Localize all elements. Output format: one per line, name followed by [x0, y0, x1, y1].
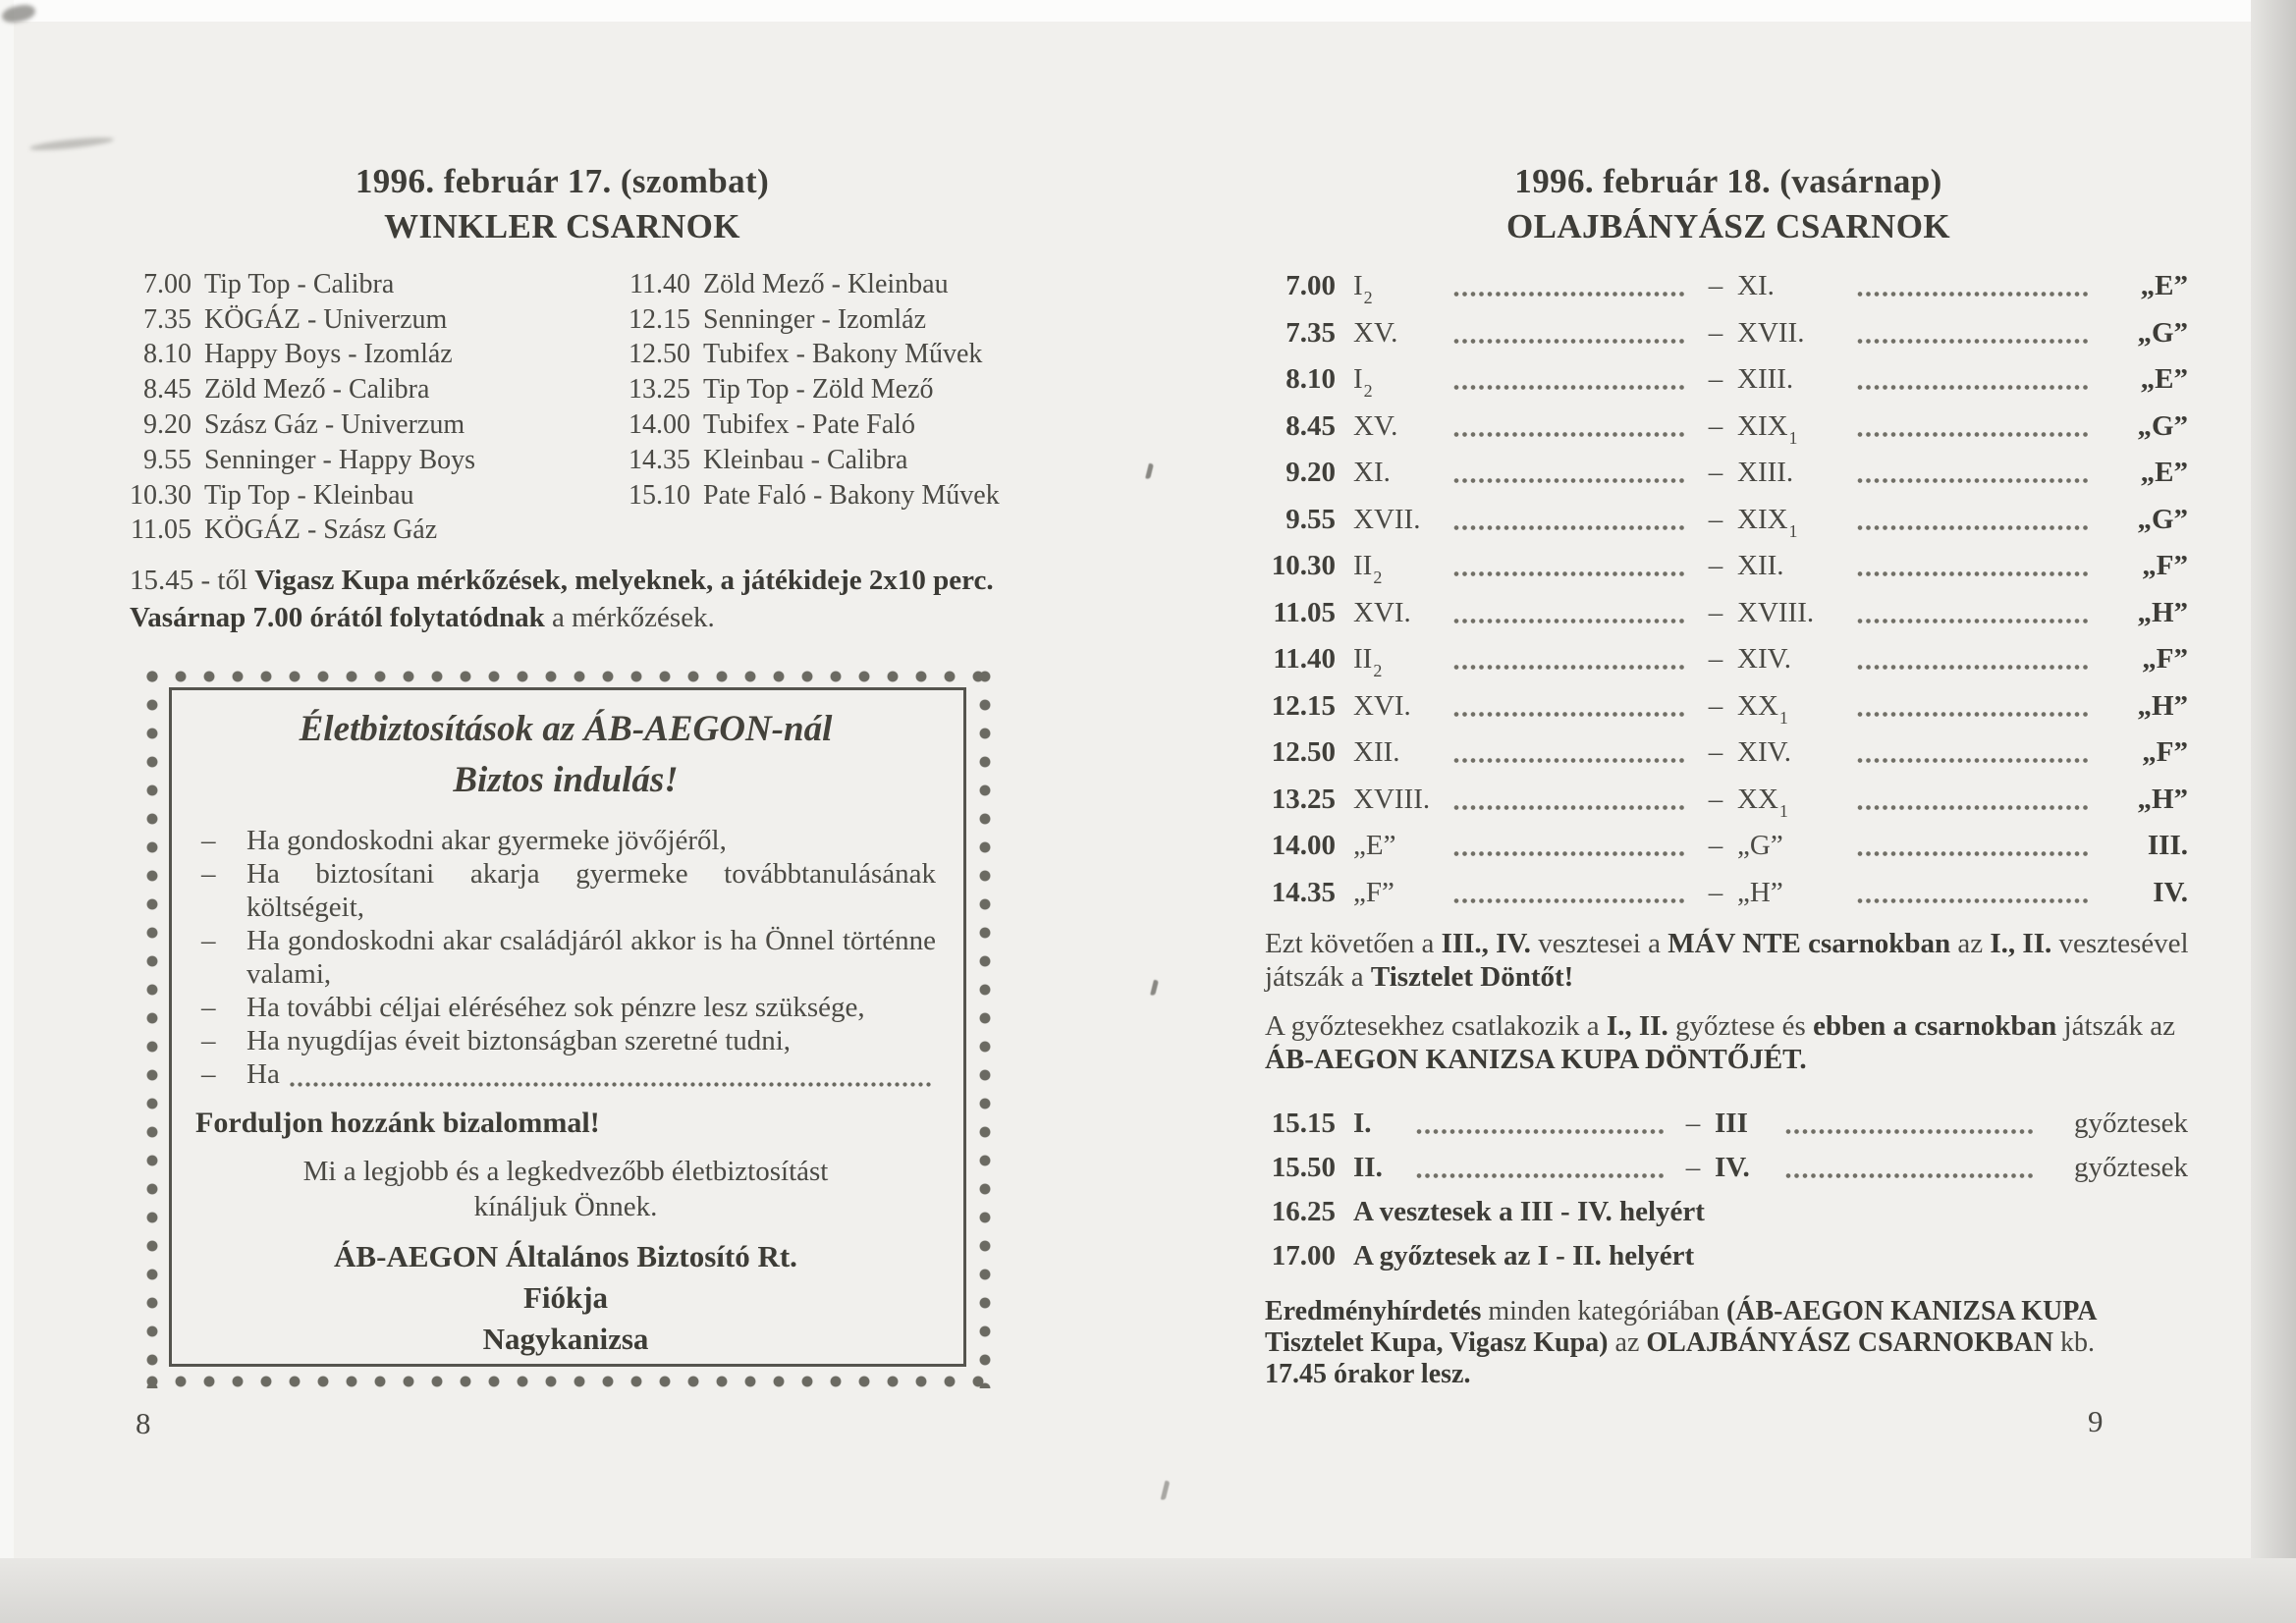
- match-time: 8.45: [1285, 409, 1336, 442]
- ad-border-dots-bottom: [145, 1375, 992, 1388]
- note-segment: 15.45 - től: [130, 565, 255, 596]
- match-time: 12.50: [1271, 736, 1336, 769]
- right-page-number: 9: [2088, 1404, 2104, 1438]
- ad-bullet-item: [195, 991, 936, 1024]
- court-code: „E”: [2140, 457, 2188, 489]
- dotted-leader: [1453, 804, 1686, 811]
- match-row: [123, 407, 619, 443]
- dotted-leader: [1857, 850, 2090, 857]
- court-code: „E”: [2140, 363, 2188, 396]
- final-qualifier: győztesek: [2074, 1108, 2188, 1139]
- versus-dash: –: [1685, 1152, 1701, 1183]
- match-time: 8.10: [1285, 363, 1336, 396]
- scan-edge-left: [0, 0, 14, 1623]
- match-time: 7.00: [1285, 270, 1336, 302]
- ad-inner-frame: [169, 687, 966, 1367]
- match-time: 11.40: [629, 268, 690, 299]
- home-team: XVI.: [1353, 596, 1411, 628]
- right-page-title-date: 1996. február 18. (vasárnap): [1514, 162, 1942, 200]
- match-time: 12.15: [629, 303, 690, 335]
- away-team: XIII.: [1737, 363, 1794, 396]
- scan-gutter-artifact: [1150, 980, 1159, 997]
- dotted-leader: [1785, 1128, 2033, 1135]
- match-time: 12.50: [629, 339, 690, 370]
- match-row: [622, 302, 1142, 338]
- match-time: 14.35: [629, 444, 690, 475]
- bullet-dash-marker: –: [201, 925, 216, 956]
- dotted-leader: [1453, 524, 1686, 531]
- court-code: „F”: [2142, 643, 2188, 676]
- note-segment: Vigasz Kupa mérkőzések, melyeknek, a játékideje 2x10 perc.: [254, 565, 994, 596]
- court-code: „H”: [2137, 689, 2188, 722]
- bullet-dash-marker: –: [201, 1025, 216, 1056]
- final-time: 16.25: [1271, 1196, 1336, 1227]
- ad-bullet-item: [195, 824, 936, 857]
- versus-dash: –: [1708, 363, 1723, 396]
- match-time: 8.45: [143, 374, 191, 406]
- court-code: „H”: [2137, 596, 2188, 628]
- right-page-title-venue: OLAJBÁNYÁSZ CSARNOK: [1506, 207, 1950, 245]
- dotted-leader: [1857, 338, 2090, 345]
- away-team: XIII.: [1737, 457, 1794, 489]
- home-team: XVI.: [1353, 689, 1411, 722]
- match-teams: Tip Top - Calibra: [204, 268, 395, 299]
- versus-dash: –: [1708, 643, 1723, 676]
- match-time: 9.20: [143, 409, 191, 441]
- para1-segment: Ezt követően a: [1265, 928, 1442, 959]
- bullet-dash-marker: –: [201, 825, 216, 856]
- away-team: „G”: [1737, 830, 1783, 862]
- dotted-leader: [1453, 477, 1686, 484]
- match-time: 12.15: [1271, 689, 1336, 722]
- versus-dash: –: [1708, 316, 1723, 349]
- away-team: XVIII.: [1737, 596, 1815, 628]
- scan-edge-right: [2251, 0, 2296, 1623]
- ad-bullet-item-blank: [195, 1057, 936, 1091]
- away-team: XI.: [1737, 270, 1775, 302]
- para3-segment: az: [1608, 1327, 1647, 1358]
- match-time: 7.35: [143, 303, 191, 335]
- dotted-leader: [1857, 384, 2090, 391]
- dotted-leader: [1453, 850, 1686, 857]
- court-code: „G”: [2137, 409, 2188, 442]
- para1-segment: I., II.: [1990, 928, 2052, 959]
- match-row: [123, 267, 619, 302]
- bullet-text: Ha további céljai eléréséhez sok pénzre lesz szüksége,: [246, 992, 865, 1023]
- para2-segment: ÁB-AEGON KANIZSA KUPA DÖNTŐJÉT.: [1265, 1044, 1807, 1075]
- match-time: 11.05: [131, 514, 191, 546]
- right-page-title: [1394, 159, 2062, 249]
- match-row: [622, 372, 1142, 407]
- versus-dash: –: [1708, 736, 1723, 769]
- dotted-leader: [1857, 291, 2090, 298]
- para2-segment: játszák az: [2056, 1010, 2176, 1042]
- home-team: „E”: [1353, 830, 1396, 862]
- match-row: [1265, 263, 2188, 310]
- versus-dash: –: [1708, 409, 1723, 442]
- ad-cta: Forduljon hozzánk bizalommal!: [195, 1107, 600, 1139]
- match-time: 15.10: [629, 479, 690, 511]
- away-team: XII.: [1737, 550, 1784, 582]
- final-row: [1265, 1190, 2188, 1234]
- scan-gutter-artifact: [1161, 1481, 1171, 1501]
- scan-smudge-artifact: [29, 135, 114, 153]
- ad-bullet-item: [195, 924, 936, 991]
- dotted-leader: [1453, 664, 1686, 671]
- home-team: $I_2$: [1353, 270, 1373, 308]
- match-row: [1265, 404, 2188, 451]
- final-home-team: II.: [1353, 1152, 1383, 1183]
- versus-dash: –: [1708, 270, 1723, 302]
- match-row: [622, 338, 1142, 373]
- ad-pitch-line2: kínáljuk Önnek.: [473, 1191, 658, 1222]
- ad-border-dots-left: [145, 670, 159, 1388]
- match-row: [123, 372, 619, 407]
- away-team: XIV.: [1737, 736, 1792, 769]
- court-code: „H”: [2137, 783, 2188, 815]
- ad-border-dots-right: [978, 670, 992, 1388]
- para1-segment: az: [1950, 928, 1991, 959]
- dotted-leader: [1857, 618, 2090, 624]
- match-teams: Zöld Mező - Kleinbau: [703, 268, 949, 299]
- final-qualifier: győztesek: [2074, 1152, 2188, 1183]
- match-time: 13.25: [629, 374, 690, 406]
- bullet-dash-marker: –: [201, 1058, 216, 1090]
- match-teams: KÖGÁZ - Szász Gáz: [204, 514, 438, 546]
- ad-bullet-item: [195, 1024, 936, 1057]
- para1-segment: III., IV.: [1441, 928, 1531, 959]
- match-row: [1265, 730, 2188, 777]
- para3-segment: 17.45 órakor lesz.: [1265, 1359, 1471, 1389]
- final-home-team: I.: [1353, 1108, 1372, 1139]
- match-row: [1265, 497, 2188, 544]
- dotted-leader: [1416, 1172, 1664, 1179]
- para2-segment: I., II.: [1606, 1010, 1668, 1042]
- match-row: [1265, 543, 2188, 590]
- bullet-dash-marker: –: [201, 992, 216, 1023]
- dotted-leader: [1857, 897, 2090, 904]
- away-team-subscript: 1: [1778, 707, 1788, 728]
- away-team: $XX_1$: [1737, 689, 1788, 728]
- match-row: [123, 302, 619, 338]
- home-team: $II_2$: [1353, 643, 1383, 681]
- match-time: 9.20: [1285, 457, 1336, 489]
- home-team: XV.: [1353, 316, 1398, 349]
- court-code: III.: [2147, 830, 2188, 862]
- away-team-subscript: 1: [1778, 800, 1788, 821]
- insurance-ad-box: [145, 670, 992, 1388]
- dotted-leader: [1857, 664, 2090, 671]
- ad-company-name: ÁB-AEGON Általános Biztosító Rt.: [334, 1239, 797, 1273]
- scan-gutter-artifact: [1145, 463, 1154, 480]
- para3-segment: (ÁB-AEGON KANIZSA KUPA Tisztelet Kupa, Vigasz Kupa): [1265, 1296, 2096, 1358]
- match-time: 14.00: [1271, 830, 1336, 862]
- match-time: 13.25: [1271, 783, 1336, 815]
- home-team-subscript: 2: [1373, 661, 1383, 681]
- consolation-cup-note: [130, 562, 1074, 636]
- home-team: $I_2$: [1353, 363, 1373, 402]
- note-segment: a mérkőzések.: [544, 602, 715, 633]
- para1-segment: MÁV NTE csarnokban: [1667, 928, 1951, 959]
- home-team: XV.: [1353, 409, 1398, 442]
- away-team: $XX_1$: [1737, 783, 1788, 821]
- dotted-leader: [1785, 1172, 2033, 1179]
- match-row: [123, 514, 619, 549]
- versus-dash: –: [1708, 830, 1723, 862]
- dotted-leader: [1857, 477, 2090, 484]
- match-row: [1265, 777, 2188, 824]
- dotted-leader: [1453, 338, 1686, 345]
- match-time: 7.00: [143, 268, 191, 299]
- left-page-title-venue: WINKLER CSARNOK: [384, 207, 740, 245]
- match-time: 10.30: [1271, 550, 1336, 582]
- match-time: 11.40: [1273, 643, 1336, 676]
- versus-dash: –: [1685, 1108, 1701, 1139]
- dotted-leader: [1453, 384, 1686, 391]
- ad-title: Életbiztosítások az ÁB-AEGON-nál: [299, 709, 833, 749]
- dotted-leader: [1857, 431, 2090, 438]
- final-row: [1265, 1102, 2188, 1146]
- match-teams: Senninger - Happy Boys: [204, 444, 476, 475]
- match-row: [1265, 450, 2188, 497]
- para3-segment: minden kategóriában: [1481, 1296, 1726, 1326]
- match-time: 8.10: [143, 339, 191, 370]
- away-team: XVII.: [1737, 316, 1805, 349]
- right-match-table: [1265, 263, 2188, 916]
- ad-bullet-list: [195, 824, 936, 1091]
- match-row: [123, 478, 619, 514]
- court-code: „F”: [2142, 736, 2188, 769]
- away-team-subscript: 1: [1788, 520, 1798, 541]
- match-teams: Tubifex - Bakony Művek: [703, 339, 983, 370]
- final-away-team: III: [1715, 1108, 1748, 1139]
- match-row: [622, 267, 1142, 302]
- match-time: 14.35: [1271, 876, 1336, 908]
- home-team: XI.: [1353, 457, 1391, 489]
- ad-border-dots-top: [145, 670, 992, 683]
- dotted-leader: [1453, 757, 1686, 764]
- match-teams: Happy Boys - Izomláz: [204, 339, 453, 370]
- left-page-title-date: 1996. február 17. (szombat): [355, 162, 770, 200]
- dotted-leader: [1857, 804, 2090, 811]
- bullet-text: Ha biztosítani akarja gyermeke továbbtanulásának költségeit,: [246, 858, 936, 923]
- court-code: „E”: [2140, 270, 2188, 302]
- final-row: [1265, 1234, 2188, 1278]
- left-page-title: [226, 159, 899, 249]
- away-team-subscript: 1: [1788, 427, 1798, 448]
- versus-dash: –: [1708, 503, 1723, 535]
- consolation-final-note: [1265, 927, 2194, 994]
- dotted-leader: [1416, 1128, 1664, 1135]
- note-segment: Vasárnap 7.00 órától folytatódnak: [130, 602, 545, 633]
- match-teams: KÖGÁZ - Univerzum: [204, 303, 448, 335]
- home-team: XII.: [1353, 736, 1400, 769]
- match-row: [1265, 823, 2188, 870]
- results-announcement-note: [1265, 1296, 2153, 1390]
- home-team: $II_2$: [1353, 550, 1383, 588]
- match-time: 14.00: [629, 409, 690, 441]
- match-teams: Zöld Mező - Calibra: [204, 374, 430, 406]
- home-team-subscript: 2: [1373, 568, 1383, 588]
- match-teams: Kleinbau - Calibra: [703, 444, 908, 475]
- match-time: 10.30: [130, 479, 191, 511]
- ad-subtitle: Biztos indulás!: [453, 760, 679, 800]
- match-row: [1265, 310, 2188, 357]
- scan-edge-bottom: [0, 1558, 2296, 1623]
- match-teams: Tip Top - Kleinbau: [204, 479, 414, 511]
- final-time: 17.00: [1271, 1240, 1336, 1271]
- match-time: 9.55: [143, 444, 191, 475]
- ad-company-branch: Fiókja: [522, 1280, 609, 1315]
- final-description: A vesztesek a III - IV. helyért: [1353, 1196, 1705, 1227]
- away-team: $XIX_1$: [1737, 409, 1798, 448]
- home-team-subscript: 2: [1363, 288, 1373, 308]
- left-schedule-column-2: [622, 267, 1142, 514]
- match-row: [1265, 636, 2188, 683]
- match-row: [1265, 870, 2188, 917]
- versus-dash: –: [1708, 876, 1723, 908]
- para1-segment: vesztesei a: [1530, 928, 1668, 959]
- final-time: 15.15: [1271, 1108, 1336, 1139]
- dotted-leader: [1453, 291, 1686, 298]
- final-away-team: IV.: [1715, 1152, 1750, 1183]
- para2-segment: A győztesekhez csatlakozik a: [1265, 1010, 1607, 1042]
- court-code: „G”: [2137, 316, 2188, 349]
- bullet-text: Ha gondoskodni akar családjáról akkor is ha Önnel történne valami,: [246, 925, 936, 990]
- para1-segment: Tisztelet Döntőt!: [1370, 961, 1574, 993]
- away-team: $XIX_1$: [1737, 503, 1798, 541]
- cup-final-note: [1265, 1009, 2194, 1076]
- dotted-leader: [1857, 524, 2090, 531]
- match-row: [622, 443, 1142, 478]
- match-row: [622, 407, 1142, 443]
- final-description: A győztesek az I - II. helyért: [1353, 1240, 1695, 1271]
- ad-company-block: [195, 1236, 936, 1360]
- ad-company-city: Nagykanizsa: [482, 1322, 649, 1356]
- para3-segment: OLAJBÁNYÁSZ CSARNOKBAN: [1646, 1327, 2053, 1358]
- match-row: [1265, 590, 2188, 637]
- match-teams: Pate Faló - Bakony Művek: [703, 479, 1000, 511]
- para1-segment: vesztesével játszák a: [1265, 928, 2189, 993]
- dotted-leader: [1453, 570, 1686, 577]
- ad-bullet-item: [195, 857, 936, 924]
- final-row: [1265, 1146, 2188, 1190]
- versus-dash: –: [1708, 457, 1723, 489]
- match-row: [622, 478, 1142, 514]
- court-code: „F”: [2142, 550, 2188, 582]
- left-page-number: 8: [136, 1406, 151, 1440]
- match-teams: Senninger - Izomláz: [703, 303, 927, 335]
- dotted-leader: [1857, 570, 2090, 577]
- bullet-dash-marker: –: [201, 858, 216, 890]
- match-time: 9.55: [1285, 503, 1336, 535]
- versus-dash: –: [1708, 596, 1723, 628]
- ad-pitch-line1: Mi a legjobb és a legkedvezőbb életbiztosítást: [302, 1156, 829, 1187]
- match-row: [1265, 683, 2188, 730]
- para2-segment: ebben a csarnokban: [1813, 1010, 2057, 1042]
- court-code: IV.: [2153, 876, 2188, 908]
- match-time: 7.35: [1285, 316, 1336, 349]
- home-team: „F”: [1353, 876, 1394, 908]
- bullet-text: Ha gondoskodni akar gyermeke jövőjéről,: [246, 825, 727, 856]
- para2-segment: győztese és: [1667, 1010, 1814, 1042]
- ad-pitch: [195, 1154, 936, 1224]
- dotted-leader: [1453, 431, 1686, 438]
- finals-table: [1265, 1102, 2188, 1278]
- versus-dash: –: [1708, 783, 1723, 815]
- dotted-leader: [1453, 897, 1686, 904]
- scan-edge-top: [0, 0, 2296, 22]
- match-teams: Tip Top - Zöld Mező: [703, 374, 934, 406]
- para3-segment: kb.: [2053, 1327, 2095, 1358]
- match-teams: Szász Gáz - Univerzum: [204, 409, 465, 441]
- bullet-text: Ha nyugdíjas éveit biztonságban szeretné tudni,: [246, 1025, 792, 1056]
- dotted-leader: [1857, 711, 2090, 718]
- match-teams: Tubifex - Pate Faló: [703, 409, 915, 441]
- match-row: [1265, 356, 2188, 404]
- versus-dash: –: [1708, 689, 1723, 722]
- left-schedule-column-1: [123, 267, 619, 548]
- match-row: [123, 443, 619, 478]
- home-team: XVIII.: [1353, 783, 1431, 815]
- home-team: XVII.: [1353, 503, 1421, 535]
- away-team: XIV.: [1737, 643, 1792, 676]
- bullet-blank-prefix: Ha: [246, 1058, 280, 1090]
- dotted-leader: [1453, 618, 1686, 624]
- dotted-leader: [1453, 711, 1686, 718]
- versus-dash: –: [1708, 550, 1723, 582]
- final-time: 15.50: [1271, 1152, 1336, 1183]
- para3-segment: Eredményhírdetés: [1265, 1296, 1482, 1326]
- dotted-leader: [1857, 757, 2090, 764]
- court-code: „G”: [2137, 503, 2188, 535]
- match-time: 11.05: [1273, 596, 1336, 628]
- match-row: [123, 338, 619, 373]
- away-team: „H”: [1737, 876, 1783, 908]
- home-team-subscript: 2: [1363, 381, 1373, 402]
- bullet-dotted-fill-line: [290, 1079, 934, 1087]
